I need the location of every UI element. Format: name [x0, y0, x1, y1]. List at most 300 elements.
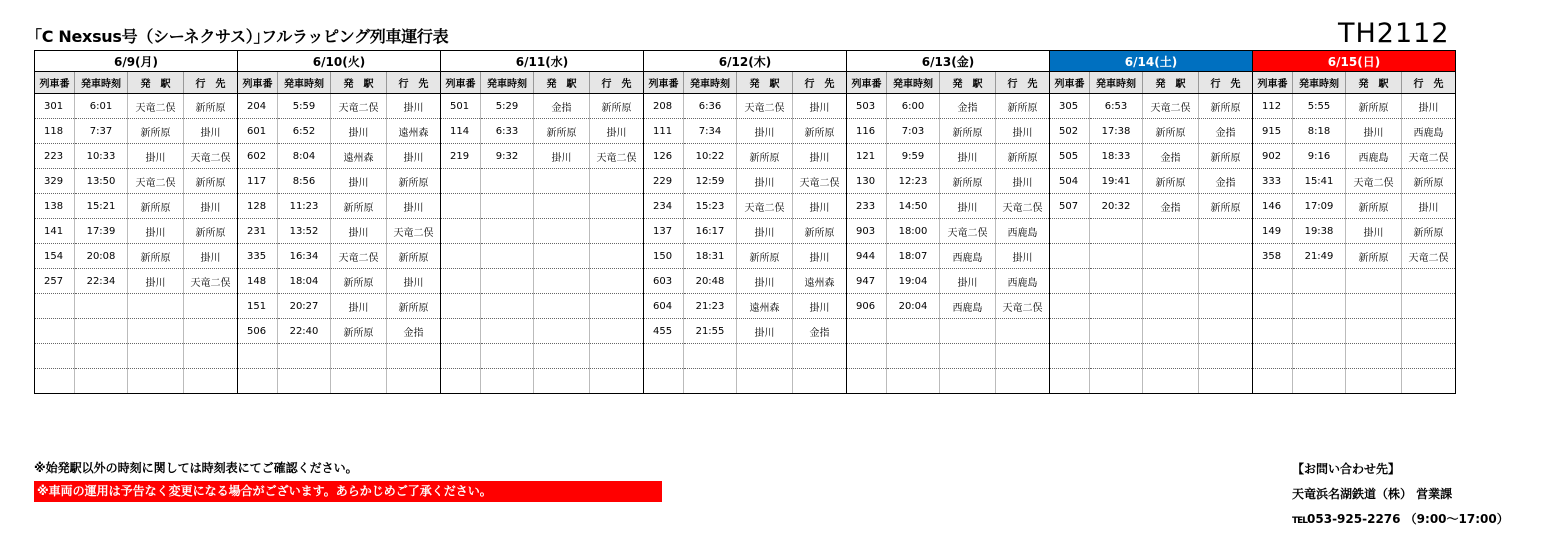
origin-cell: 金指 [940, 94, 996, 119]
train-number-cell [441, 344, 481, 369]
destination-cell [793, 369, 847, 394]
train-number-cell [441, 294, 481, 319]
origin-cell [940, 344, 996, 369]
train-number-cell [847, 319, 887, 344]
departure-time-cell: 7:37 [75, 119, 128, 144]
destination-cell [1402, 369, 1456, 394]
origin-cell [737, 369, 793, 394]
train-number-cell: 116 [847, 119, 887, 144]
origin-cell [1143, 244, 1199, 269]
departure-time-cell [481, 169, 534, 194]
origin-cell: 天竜二俣 [940, 219, 996, 244]
train-number-cell [1253, 269, 1293, 294]
destination-cell [590, 369, 644, 394]
origin-cell: 天竜二俣 [331, 244, 387, 269]
train-number-cell [441, 319, 481, 344]
departure-time-cell: 15:41 [1293, 169, 1346, 194]
destination-cell: 金指 [1199, 119, 1253, 144]
table-row [35, 319, 1456, 344]
train-number-cell: 233 [847, 194, 887, 219]
table-row [35, 119, 1456, 144]
origin-cell: 天竜二俣 [737, 94, 793, 119]
departure-time-cell [481, 369, 534, 394]
destination-cell: 遠州森 [793, 269, 847, 294]
destination-cell [996, 319, 1050, 344]
departure-time-cell: 22:34 [75, 269, 128, 294]
day-header: 6/11(水) [441, 51, 644, 72]
destination-cell: 掛川 [793, 294, 847, 319]
departure-time-cell [1293, 344, 1346, 369]
train-number-cell [441, 269, 481, 294]
table-row [35, 369, 1456, 394]
departure-time-cell [1090, 319, 1143, 344]
timetable [34, 50, 1456, 394]
destination-cell: 西鹿島 [996, 219, 1050, 244]
departure-time-cell [1090, 344, 1143, 369]
destination-cell: 掛川 [793, 194, 847, 219]
train-number-cell [441, 169, 481, 194]
train-number-cell: 149 [1253, 219, 1293, 244]
destination-cell [590, 194, 644, 219]
train-number-cell: 455 [644, 319, 684, 344]
train-number-cell: 902 [1253, 144, 1293, 169]
origin-cell [534, 369, 590, 394]
destination-cell: 掛川 [387, 269, 441, 294]
page-title: ｢C Nexsus号（シーネクサス）｣フルラッピング列車運行表 [34, 27, 449, 46]
origin-cell [534, 269, 590, 294]
train-number-cell [35, 344, 75, 369]
destination-cell: 新所原 [387, 294, 441, 319]
destination-cell [1402, 294, 1456, 319]
column-header: 列車番 [35, 72, 75, 94]
destination-cell: 新所原 [184, 219, 238, 244]
train-number-cell [1253, 294, 1293, 319]
destination-cell [590, 344, 644, 369]
destination-cell: 掛川 [793, 244, 847, 269]
origin-cell: 新所原 [940, 169, 996, 194]
departure-time-cell: 8:18 [1293, 119, 1346, 144]
destination-cell: 天竜二俣 [1402, 244, 1456, 269]
train-number-cell: 506 [238, 319, 278, 344]
table-row [35, 219, 1456, 244]
column-header: 発車時刻 [75, 72, 128, 94]
train-number-cell [1050, 369, 1090, 394]
destination-cell [996, 344, 1050, 369]
origin-cell [128, 319, 184, 344]
origin-cell [1143, 294, 1199, 319]
departure-time-cell [481, 219, 534, 244]
column-header: 列車番 [441, 72, 481, 94]
departure-time-cell: 5:55 [1293, 94, 1346, 119]
origin-cell [1346, 294, 1402, 319]
departure-time-cell: 22:40 [278, 319, 331, 344]
origin-cell [1143, 219, 1199, 244]
destination-cell: 新所原 [387, 169, 441, 194]
train-number-cell [847, 369, 887, 394]
train-number-cell: 358 [1253, 244, 1293, 269]
departure-time-cell: 10:33 [75, 144, 128, 169]
departure-time-cell [1090, 269, 1143, 294]
origin-cell: 掛川 [737, 169, 793, 194]
departure-time-cell [1293, 269, 1346, 294]
train-number-cell: 231 [238, 219, 278, 244]
destination-cell [1199, 369, 1253, 394]
destination-cell: 天竜二俣 [184, 269, 238, 294]
destination-cell [387, 344, 441, 369]
destination-cell: 金指 [387, 319, 441, 344]
origin-cell [1143, 369, 1199, 394]
day-header: 6/15(日) [1253, 51, 1456, 72]
origin-cell [1346, 319, 1402, 344]
column-header: 発 駅 [1143, 72, 1199, 94]
destination-cell [793, 344, 847, 369]
origin-cell: 掛川 [940, 144, 996, 169]
departure-time-cell [1293, 319, 1346, 344]
destination-cell: 掛川 [184, 244, 238, 269]
train-number-cell [1050, 269, 1090, 294]
departure-time-cell [1293, 294, 1346, 319]
destination-cell: 掛川 [996, 169, 1050, 194]
column-header: 発車時刻 [1293, 72, 1346, 94]
destination-cell [1402, 344, 1456, 369]
departure-time-cell: 18:31 [684, 244, 737, 269]
train-number-cell [1050, 244, 1090, 269]
origin-cell [1143, 319, 1199, 344]
train-number-cell [1050, 294, 1090, 319]
train-number-cell [847, 344, 887, 369]
destination-cell: 天竜二俣 [184, 144, 238, 169]
column-header: 発車時刻 [887, 72, 940, 94]
origin-cell: 掛川 [940, 194, 996, 219]
origin-cell: 掛川 [737, 119, 793, 144]
destination-cell: 天竜二俣 [1402, 144, 1456, 169]
departure-time-cell: 9:59 [887, 144, 940, 169]
train-number-cell: 906 [847, 294, 887, 319]
departure-time-cell: 11:23 [278, 194, 331, 219]
origin-cell: 西鹿島 [940, 244, 996, 269]
train-number-cell [1050, 219, 1090, 244]
departure-time-cell: 18:07 [887, 244, 940, 269]
column-header: 列車番 [1050, 72, 1090, 94]
contact-heading: 【お問い合わせ先】 [1292, 462, 1401, 476]
departure-time-cell: 8:04 [278, 144, 331, 169]
origin-cell: 天竜二俣 [1143, 94, 1199, 119]
origin-cell: 金指 [534, 94, 590, 119]
train-number-cell: 601 [238, 119, 278, 144]
origin-cell: 掛川 [128, 269, 184, 294]
destination-cell: 新所原 [793, 119, 847, 144]
origin-cell: 新所原 [331, 319, 387, 344]
origin-cell: 金指 [1143, 144, 1199, 169]
train-number-cell: 219 [441, 144, 481, 169]
departure-time-cell: 10:22 [684, 144, 737, 169]
table-row [35, 169, 1456, 194]
departure-time-cell [75, 344, 128, 369]
train-number-cell: 507 [1050, 194, 1090, 219]
train-number-cell: 504 [1050, 169, 1090, 194]
departure-time-cell: 8:56 [278, 169, 331, 194]
table-row [35, 194, 1456, 219]
train-number-cell: 151 [238, 294, 278, 319]
destination-cell: 掛川 [590, 119, 644, 144]
train-number-cell: 947 [847, 269, 887, 294]
origin-cell [534, 344, 590, 369]
origin-cell [737, 344, 793, 369]
train-number-cell: 154 [35, 244, 75, 269]
origin-cell: 新所原 [1346, 244, 1402, 269]
departure-time-cell: 19:04 [887, 269, 940, 294]
origin-cell: 掛川 [331, 119, 387, 144]
column-header: 行 先 [996, 72, 1050, 94]
destination-cell [1402, 269, 1456, 294]
destination-cell: 新所原 [387, 244, 441, 269]
column-header: 行 先 [793, 72, 847, 94]
train-number-cell: 602 [238, 144, 278, 169]
destination-cell: 掛川 [387, 194, 441, 219]
train-number-cell: 505 [1050, 144, 1090, 169]
departure-time-cell: 21:23 [684, 294, 737, 319]
train-number-cell: 128 [238, 194, 278, 219]
note-check-timetable: ※始発駅以外の時刻に関しては時刻表にてご確認ください。 [34, 461, 358, 475]
departure-time-cell [684, 369, 737, 394]
origin-cell: 新所原 [128, 244, 184, 269]
origin-cell [1346, 369, 1402, 394]
origin-cell [940, 319, 996, 344]
origin-cell: 新所原 [1143, 169, 1199, 194]
origin-cell [331, 344, 387, 369]
train-number-cell: 146 [1253, 194, 1293, 219]
destination-cell: 天竜二俣 [387, 219, 441, 244]
departure-time-cell: 20:04 [887, 294, 940, 319]
origin-cell: 掛川 [331, 169, 387, 194]
origin-cell [1346, 344, 1402, 369]
departure-time-cell: 18:33 [1090, 144, 1143, 169]
train-number-cell [35, 319, 75, 344]
origin-cell: 新所原 [1346, 94, 1402, 119]
departure-time-cell: 12:23 [887, 169, 940, 194]
origin-cell: 掛川 [1346, 119, 1402, 144]
departure-time-cell: 5:59 [278, 94, 331, 119]
column-header: 発車時刻 [278, 72, 331, 94]
column-header: 発 駅 [737, 72, 793, 94]
origin-cell: 掛川 [128, 219, 184, 244]
destination-cell: 新所原 [996, 94, 1050, 119]
origin-cell: 掛川 [128, 144, 184, 169]
train-number-cell: 118 [35, 119, 75, 144]
origin-cell [1346, 269, 1402, 294]
departure-time-cell: 5:29 [481, 94, 534, 119]
column-header: 発 駅 [940, 72, 996, 94]
destination-cell [996, 369, 1050, 394]
departure-time-cell: 13:52 [278, 219, 331, 244]
table-row [35, 344, 1456, 369]
destination-cell: 新所原 [590, 94, 644, 119]
train-number-cell: 121 [847, 144, 887, 169]
contact-tel [1292, 507, 1509, 534]
column-header: 行 先 [1402, 72, 1456, 94]
train-number-cell: 137 [644, 219, 684, 244]
train-number-cell: 301 [35, 94, 75, 119]
day-header: 6/9(月) [35, 51, 238, 72]
origin-cell [534, 319, 590, 344]
origin-cell: 西鹿島 [940, 294, 996, 319]
destination-cell [1199, 244, 1253, 269]
destination-cell: 新所原 [793, 219, 847, 244]
destination-cell: 西鹿島 [1402, 119, 1456, 144]
origin-cell [1143, 344, 1199, 369]
origin-cell: 天竜二俣 [1346, 169, 1402, 194]
destination-cell: 新所原 [1199, 194, 1253, 219]
destination-cell: 天竜二俣 [590, 144, 644, 169]
destination-cell [184, 319, 238, 344]
departure-time-cell: 14:50 [887, 194, 940, 219]
destination-cell: 新所原 [1402, 169, 1456, 194]
train-number-cell [644, 369, 684, 394]
train-number-cell: 335 [238, 244, 278, 269]
origin-cell: 天竜二俣 [128, 94, 184, 119]
origin-cell [534, 244, 590, 269]
train-number-cell [441, 219, 481, 244]
column-header-row [35, 72, 1456, 94]
destination-cell: 新所原 [184, 169, 238, 194]
departure-time-cell: 9:32 [481, 144, 534, 169]
destination-cell [590, 244, 644, 269]
origin-cell [331, 369, 387, 394]
destination-cell [590, 169, 644, 194]
train-number-cell: 604 [644, 294, 684, 319]
day-header-row [35, 51, 1456, 72]
destination-cell: 新所原 [1199, 144, 1253, 169]
destination-cell [1199, 219, 1253, 244]
destination-cell: 掛川 [184, 194, 238, 219]
destination-cell: 新所原 [1199, 94, 1253, 119]
train-number-cell: 148 [238, 269, 278, 294]
origin-cell [534, 294, 590, 319]
train-number-cell [644, 344, 684, 369]
train-number-cell: 903 [847, 219, 887, 244]
departure-time-cell: 15:23 [684, 194, 737, 219]
departure-time-cell: 19:38 [1293, 219, 1346, 244]
departure-time-cell: 6:53 [1090, 94, 1143, 119]
train-number-cell: 502 [1050, 119, 1090, 144]
departure-time-cell: 6:36 [684, 94, 737, 119]
train-number-cell: 126 [644, 144, 684, 169]
table-row [35, 244, 1456, 269]
column-header: 列車番 [238, 72, 278, 94]
destination-cell [590, 219, 644, 244]
departure-time-cell: 15:21 [75, 194, 128, 219]
departure-time-cell [1090, 244, 1143, 269]
departure-time-cell: 21:55 [684, 319, 737, 344]
train-number-cell: 138 [35, 194, 75, 219]
train-number-cell: 141 [35, 219, 75, 244]
departure-time-cell: 6:01 [75, 94, 128, 119]
departure-time-cell: 7:03 [887, 119, 940, 144]
train-number-cell [1050, 344, 1090, 369]
destination-cell: 新所原 [184, 94, 238, 119]
destination-cell: 天竜二俣 [996, 294, 1050, 319]
departure-time-cell [684, 344, 737, 369]
table-row [35, 94, 1456, 119]
departure-time-cell [887, 344, 940, 369]
departure-time-cell [75, 319, 128, 344]
column-header: 列車番 [1253, 72, 1293, 94]
train-number-cell [1050, 319, 1090, 344]
origin-cell: 天竜二俣 [128, 169, 184, 194]
origin-cell: 新所原 [737, 144, 793, 169]
train-number-cell: 229 [644, 169, 684, 194]
origin-cell: 掛川 [331, 219, 387, 244]
departure-time-cell [1090, 369, 1143, 394]
train-number-cell: 305 [1050, 94, 1090, 119]
departure-time-cell [75, 369, 128, 394]
departure-time-cell [887, 369, 940, 394]
table-row [35, 269, 1456, 294]
column-header: 行 先 [1199, 72, 1253, 94]
departure-time-cell: 13:50 [75, 169, 128, 194]
departure-time-cell: 17:38 [1090, 119, 1143, 144]
train-number-cell: 223 [35, 144, 75, 169]
departure-time-cell: 7:34 [684, 119, 737, 144]
train-number-cell: 501 [441, 94, 481, 119]
departure-time-cell [278, 369, 331, 394]
origin-cell [1143, 269, 1199, 294]
origin-cell: 掛川 [534, 144, 590, 169]
origin-cell: 掛川 [331, 294, 387, 319]
departure-time-cell: 18:04 [278, 269, 331, 294]
origin-cell: 天竜二俣 [737, 194, 793, 219]
day-header: 6/10(火) [238, 51, 441, 72]
departure-time-cell [1090, 294, 1143, 319]
train-number-cell: 333 [1253, 169, 1293, 194]
train-number-cell: 150 [644, 244, 684, 269]
departure-time-cell [1090, 219, 1143, 244]
train-number-cell: 503 [847, 94, 887, 119]
destination-cell [1199, 344, 1253, 369]
train-number-cell: 117 [238, 169, 278, 194]
origin-cell: 掛川 [737, 269, 793, 294]
departure-time-cell: 17:39 [75, 219, 128, 244]
train-number-cell: 111 [644, 119, 684, 144]
departure-time-cell: 19:41 [1090, 169, 1143, 194]
destination-cell: 西鹿島 [996, 269, 1050, 294]
destination-cell: 掛川 [1402, 94, 1456, 119]
train-number-cell [1253, 319, 1293, 344]
destination-cell: 天竜二俣 [996, 194, 1050, 219]
destination-cell: 新所原 [996, 144, 1050, 169]
departure-time-cell: 9:16 [1293, 144, 1346, 169]
train-number-cell: 114 [441, 119, 481, 144]
destination-cell: 遠州森 [387, 119, 441, 144]
departure-time-cell: 18:00 [887, 219, 940, 244]
train-number-cell: 329 [35, 169, 75, 194]
origin-cell: 遠州森 [737, 294, 793, 319]
origin-cell: 西鹿島 [1346, 144, 1402, 169]
destination-cell: 掛川 [996, 119, 1050, 144]
departure-time-cell [887, 319, 940, 344]
departure-time-cell: 20:32 [1090, 194, 1143, 219]
train-number-cell [1253, 369, 1293, 394]
destination-cell: 掛川 [387, 144, 441, 169]
destination-cell: 金指 [793, 319, 847, 344]
departure-time-cell [278, 344, 331, 369]
origin-cell: 新所原 [1143, 119, 1199, 144]
departure-time-cell: 6:52 [278, 119, 331, 144]
column-header: 発 駅 [331, 72, 387, 94]
origin-cell [128, 369, 184, 394]
destination-cell [590, 269, 644, 294]
train-number-cell: 112 [1253, 94, 1293, 119]
